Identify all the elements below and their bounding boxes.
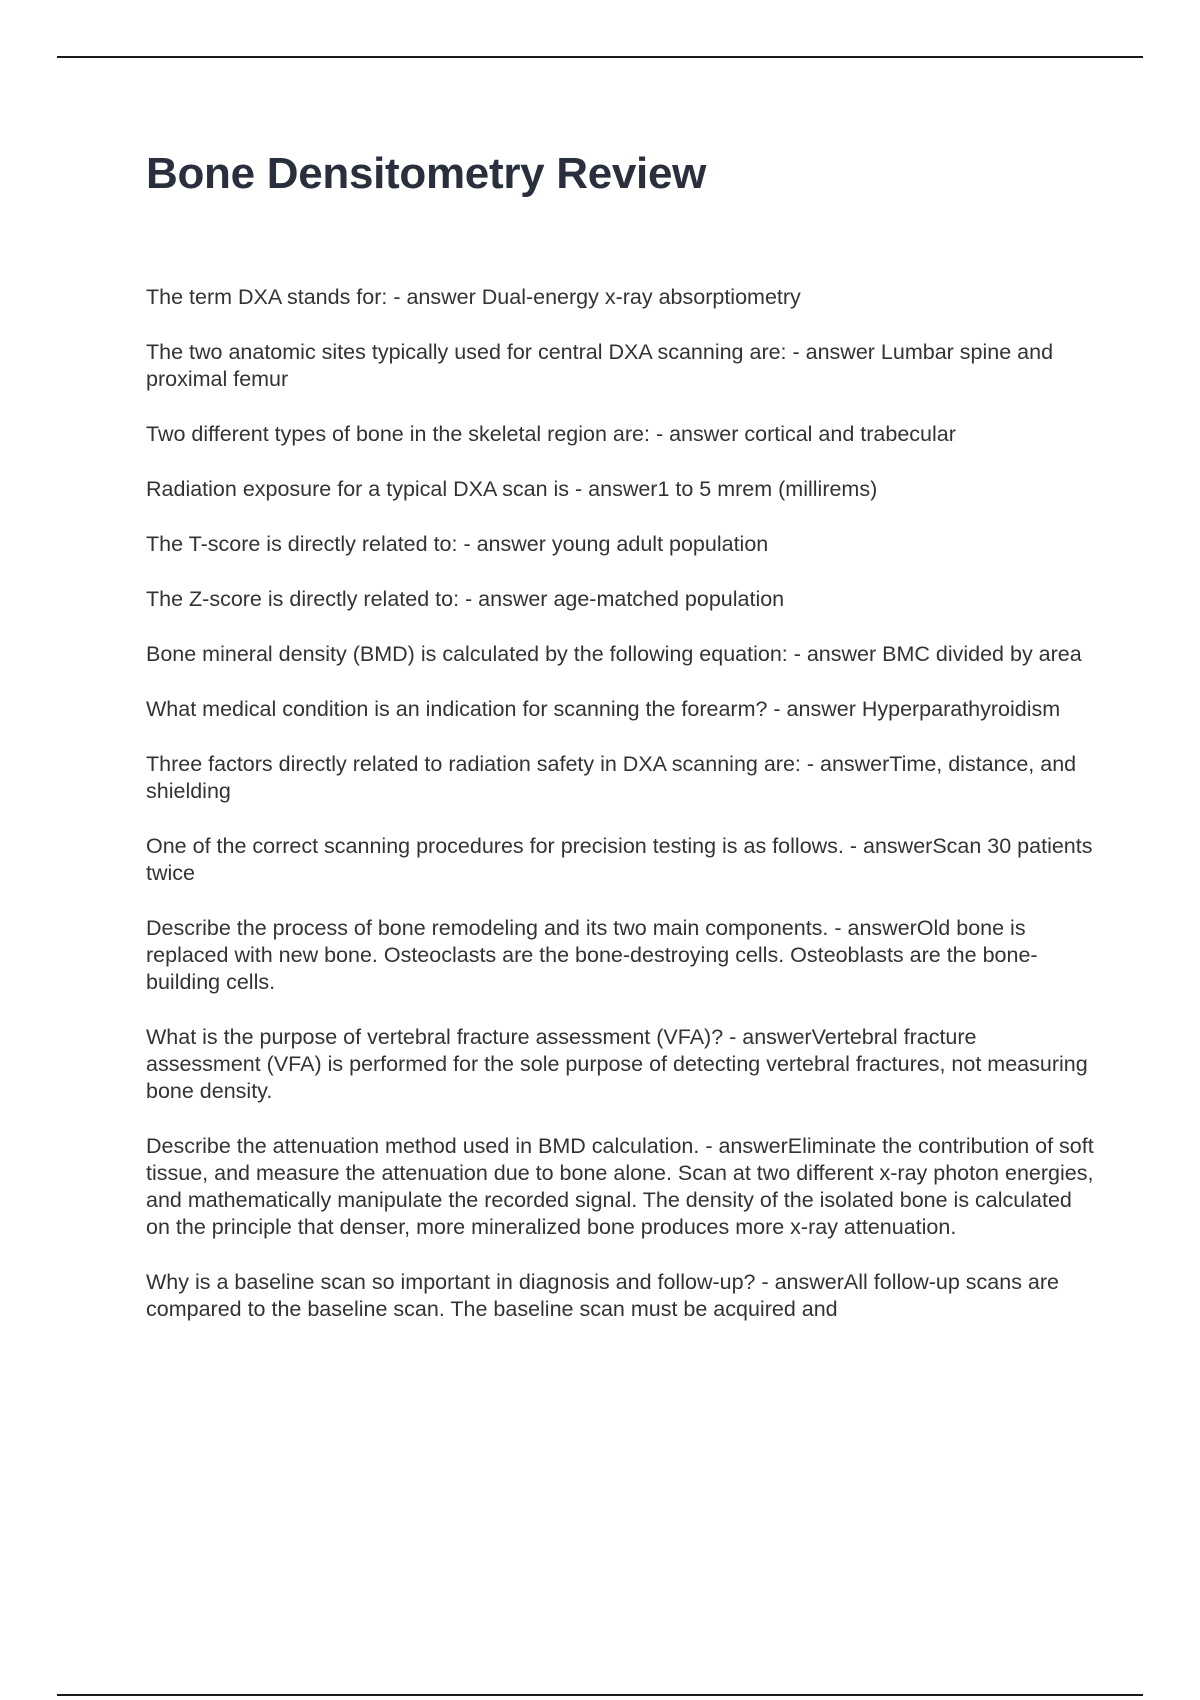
qa-item: The Z-score is directly related to: - answer age-matched population	[146, 587, 785, 611]
qa-item: The term DXA stands for: - answer Dual-energy x-ray absorptiometry	[146, 285, 801, 309]
qa-item: The T-score is directly related to: - answer young adult population	[146, 532, 769, 556]
qa-item: One of the correct scanning procedures for precision testing is as follows. - answerScan 30 patients twice	[146, 834, 1093, 885]
qa-item: Three factors directly related to radiation safety in DXA scanning are: - answerTime, distance, and shielding	[146, 752, 1077, 803]
qa-item: Describe the attenuation method used in BMD calculation. - answerEliminate the contribution of soft tissue, and measure the attenuation due to bone alone. Scan at two different x-ray photon energies, and mathematically manipulate the recorded signal. The density of the isolated bone is calculated on the principle that denser, more mineralized bone produces more x-ray attenuation.	[146, 1134, 1094, 1239]
qa-item: Radiation exposure for a typical DXA scan is - answer1 to 5 mrem (millirems)	[146, 477, 878, 501]
qa-item: Bone mineral density (BMD) is calculated by the following equation: - answer BMC divided by area	[146, 642, 1082, 666]
top-rule	[57, 56, 1143, 58]
qa-item: Describe the process of bone remodeling and its two main components. - answerOld bone is replaced with new bone. Osteoclasts are the bone-destroying cells. Osteoblasts are the bone-building cells.	[146, 916, 1038, 994]
page-content	[146, 140, 1096, 1321]
qa-item: The two anatomic sites typically used for central DXA scanning are: - answer Lumbar spine and proximal femur	[146, 340, 1054, 391]
qa-item: What medical condition is an indication for scanning the forearm? - answer Hyperparathyroidism	[146, 697, 1061, 721]
qa-item: What is the purpose of vertebral fracture assessment (VFA)? - answerVertebral fracture assessment (VFA) is performed for the sole purpose of detecting vertebral fractures, not measuring bone density.	[146, 1025, 1088, 1103]
qa-item: Two different types of bone in the skeletal region are: - answer cortical and trabecular	[146, 422, 956, 446]
qa-item: Why is a baseline scan so important in diagnosis and follow-up? - answerAll follow-up scans are compared to the baseline scan. The baseline scan must be acquired and	[146, 1270, 1060, 1321]
qa-list	[146, 284, 1096, 1351]
page-title: Bone Densitometry Review	[146, 149, 707, 198]
bottom-rule	[57, 1694, 1143, 1696]
